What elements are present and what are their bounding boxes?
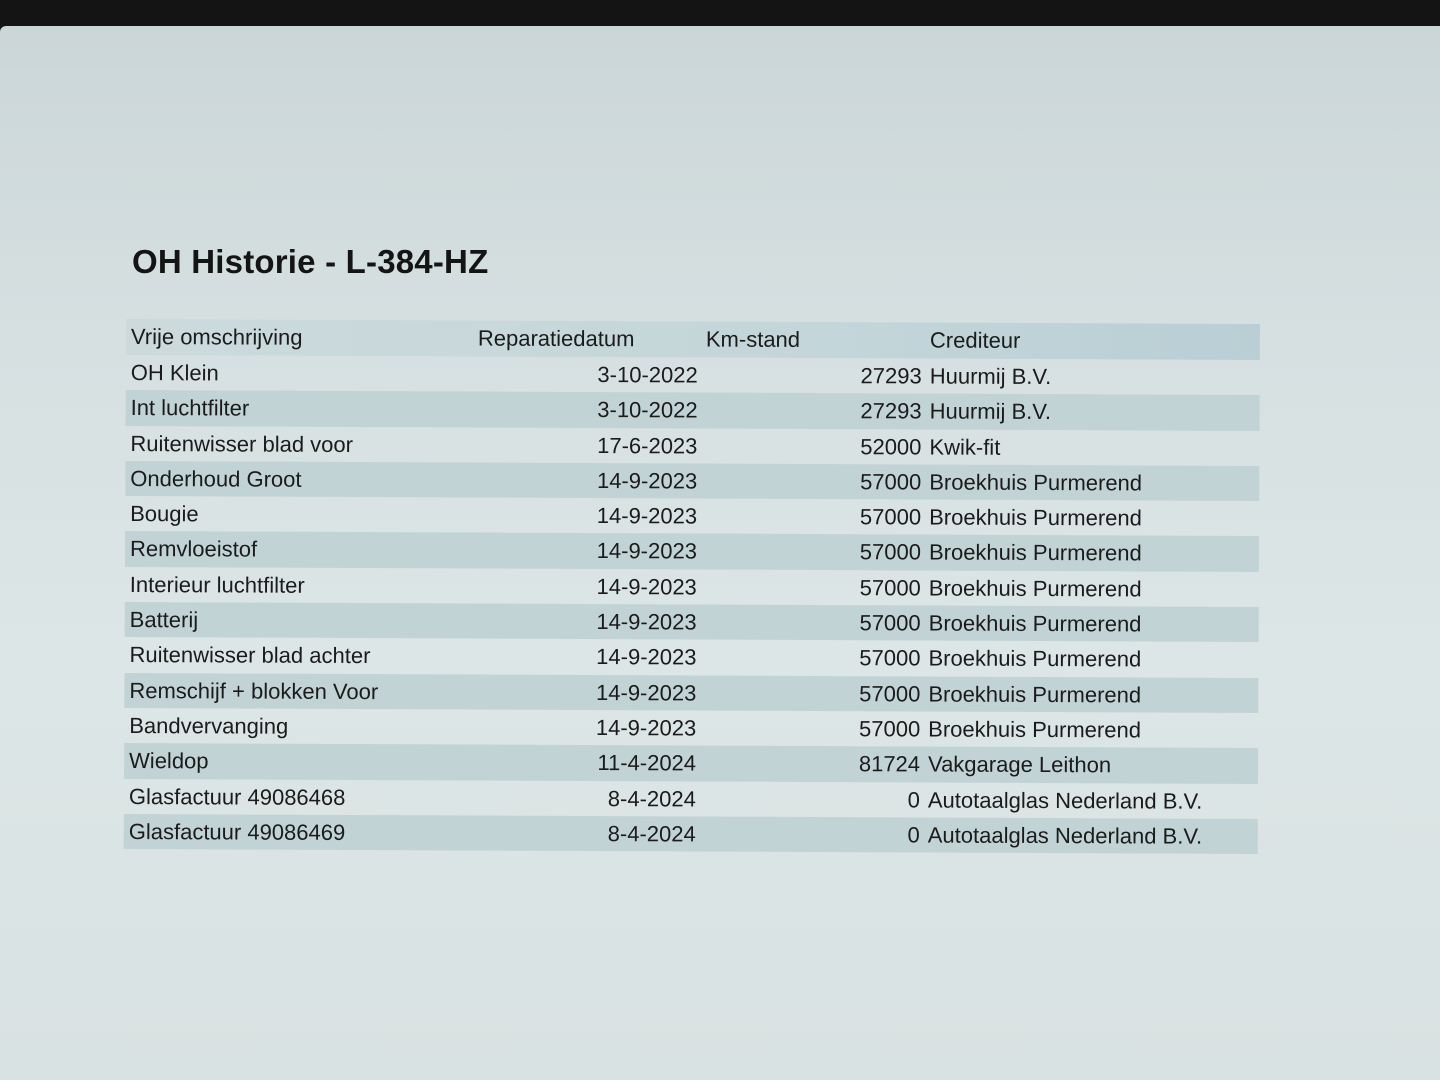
paper-sheet <box>0 26 1440 1080</box>
row-creditor: Huurmij B.V. <box>929 363 1052 390</box>
row-km: 0 <box>907 822 920 848</box>
row-creditor: Kwik-fit <box>929 434 1001 460</box>
row-description: Int luchtfilter <box>130 395 250 421</box>
row-description: Onderhoud Groot <box>130 465 302 492</box>
table-row <box>124 743 1258 783</box>
header-date: Reparatiedatum <box>477 325 635 352</box>
row-date: 11-4-2024 <box>597 750 697 776</box>
row-date: 14-9-2023 <box>596 644 697 670</box>
table-row <box>125 531 1259 571</box>
row-date: 14-9-2023 <box>596 573 697 600</box>
row-description: Bandvervanging <box>129 712 289 739</box>
row-description: Ruitenwisser blad voor <box>130 430 354 457</box>
table-row <box>126 390 1260 430</box>
report-title: OH Historie - L-384-HZ <box>132 243 489 280</box>
table-row <box>124 637 1258 677</box>
row-creditor: Broekhuis Purmerend <box>928 681 1142 708</box>
table-row <box>124 779 1258 819</box>
row-km: 57000 <box>859 539 922 565</box>
row-km: 52000 <box>860 433 922 460</box>
table-row <box>126 355 1260 395</box>
row-creditor: Broekhuis Purmerend <box>928 539 1142 566</box>
row-description: OH Klein <box>130 360 219 386</box>
table-row <box>125 426 1259 466</box>
row-km: 57000 <box>859 504 922 530</box>
row-description: Glasfactuur 49086468 <box>128 783 346 810</box>
row-creditor: Broekhuis Purmerend <box>929 469 1143 496</box>
header-creditor: Crediteur <box>929 327 1021 353</box>
table-row <box>125 567 1259 607</box>
table-row <box>125 461 1259 501</box>
row-date: 17-6-2023 <box>597 432 698 459</box>
row-date: 14-9-2023 <box>596 679 697 706</box>
row-km: 27293 <box>860 363 922 389</box>
row-km: 57000 <box>858 716 921 742</box>
row-km: 57000 <box>860 469 922 495</box>
row-date: 3-10-2022 <box>597 397 698 423</box>
table-row <box>125 602 1259 642</box>
table-row <box>124 814 1258 854</box>
row-creditor: Broekhuis Purmerend <box>928 645 1142 672</box>
row-description: Ruitenwisser blad achter <box>129 642 371 669</box>
row-description: Remvloeistof <box>129 536 258 563</box>
row-creditor: Broekhuis Purmerend <box>929 504 1142 531</box>
row-creditor: Huurmij B.V. <box>929 398 1052 425</box>
table-row <box>124 673 1258 713</box>
row-date: 14-9-2023 <box>596 503 698 529</box>
row-date: 8-4-2024 <box>607 785 696 812</box>
row-creditor: Broekhuis Purmerend <box>928 575 1142 602</box>
row-km: 27293 <box>860 398 922 424</box>
table-row <box>125 496 1259 536</box>
row-date: 3-10-2022 <box>597 362 698 388</box>
history-table <box>124 319 1260 854</box>
row-creditor: Vakgarage Leithon <box>928 751 1112 778</box>
row-creditor: Autotaalglas Nederland B.V. <box>927 787 1203 814</box>
row-description: Interieur luchtfilter <box>129 571 305 598</box>
row-creditor: Autotaalglas Nederland B.V. <box>927 822 1203 849</box>
row-date: 14-9-2023 <box>595 715 697 741</box>
row-date: 8-4-2024 <box>607 820 696 847</box>
row-description: Glasfactuur 49086469 <box>128 818 346 845</box>
row-creditor: Broekhuis Purmerend <box>928 716 1142 743</box>
table-row <box>124 708 1258 748</box>
header-km: Km-stand <box>705 326 801 352</box>
row-creditor: Broekhuis Purmerend <box>928 610 1142 637</box>
table-header <box>126 319 1260 360</box>
row-km: 81724 <box>858 751 921 777</box>
row-km: 57000 <box>859 645 921 671</box>
row-description: Bougie <box>130 501 199 527</box>
row-date: 14-9-2023 <box>596 609 697 635</box>
header-description: Vrije omschrijving <box>130 324 303 350</box>
table-body <box>124 355 1260 854</box>
row-date: 14-9-2023 <box>596 467 698 494</box>
row-km: 57000 <box>859 610 921 636</box>
row-date: 14-9-2023 <box>596 538 698 564</box>
row-description: Remschijf + blokken Voor <box>129 677 379 704</box>
row-description: Wieldop <box>129 748 209 774</box>
row-km: 57000 <box>859 574 921 601</box>
row-km: 57000 <box>859 680 921 707</box>
row-description: Batterij <box>129 607 199 633</box>
row-km: 0 <box>907 786 920 813</box>
